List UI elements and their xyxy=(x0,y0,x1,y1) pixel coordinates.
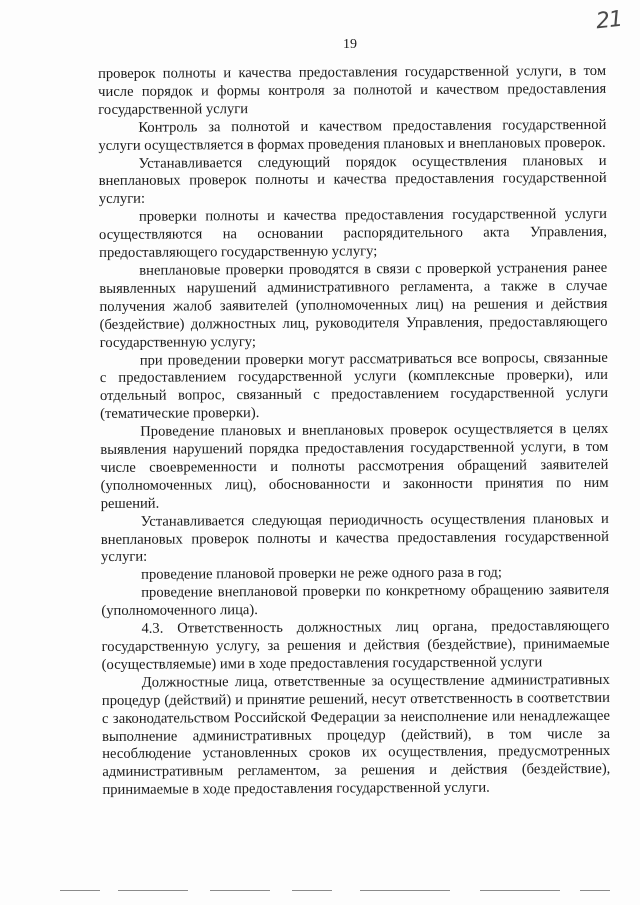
page-number: 19 xyxy=(343,37,357,52)
paragraph-inspection-procedure: Устанавливается следующий порядок осуществления плановых и внеплановых проверок полноты и качества предоставления государственной услуги: xyxy=(98,152,607,208)
list-item-planned-inspections: проверки полноты и качества предоставления государственной услуги осуществляются на основании распорядительного акта Управления, предоставляющего государственную услугу; xyxy=(98,206,608,262)
list-item-unplanned-inspections: внеплановые проверки проводятся в связи с проверкой устранения ранее выявленных нарушений административного регламента, а также в случае получения жалоб заявителей (уполномоченных лиц) на решения и действия (бездействие) должностных лиц, руководителя Управления, предоставляющего государственную услугу; xyxy=(99,259,608,351)
scan-footer-marks xyxy=(60,890,620,892)
paragraph-officials-responsibility: Должностные лица, ответственные за осуществление административных процедур (действий) и принятие решений, несут ответственность в соответствии с законодательством Российской Федерации за неисполнение или ненадлежащее выполнение административных процедур (действий), в том числе за несоблюдение установленных сроков их осуществления, предусмотренных административным регламентом, за решения и действия (бездействие), принимаемые в ходе предоставления государственной услуги. xyxy=(101,671,611,799)
section-heading-4-3: 4.3. Ответственность должностных лиц органа, предоставляющего государственную услугу, за решения и действия (бездействие), принимаемые (осуществляемые) ими в ходе предоставления государственной услуги xyxy=(101,617,610,673)
paragraph-control-forms: Контроль за полнотой и качеством предоставления государственной услуги осуществляется в формах проведения плановых и внеплановых проверок. xyxy=(98,116,607,154)
list-item-planned-frequency: проведение плановой проверки не реже одного раза в год; xyxy=(141,564,502,584)
list-item-unplanned-frequency: проведение внеплановой проверки по конкретному обращению заявителя (уполномоченного лица). xyxy=(101,582,610,620)
handwritten-page-number: 21 xyxy=(594,6,624,35)
paragraph-continuation-heading: проверок полноты и качества предоставления государственной услуги, в том числе порядок и формы контроля за полнотой и качеством предоставления государственной услуги xyxy=(98,62,607,118)
document-body xyxy=(98,63,610,800)
list-item-inspection-scope: при проведении проверки могут рассматриваться все вопросы, связанные с предоставлением государственной услуги (комплексные проверки), или отдельный вопрос, связанный с предоставлением государственной услуги (тематические проверки). xyxy=(99,349,609,423)
paragraph-inspection-frequency: Устанавливается следующая периодичность осуществления плановых и внеплановых проверок полноты и качества предоставления государственной услуги: xyxy=(100,510,609,566)
paragraph-inspection-purpose: Проведение плановых и внеплановых проверок осуществляется в целях выявления нарушений порядка предоставления государственной услуги, в том числе своевременности и полноты рассмотрения обращений заявителей (уполномоченных лиц), обоснованности и законности принятия по ним решений. xyxy=(100,421,609,512)
